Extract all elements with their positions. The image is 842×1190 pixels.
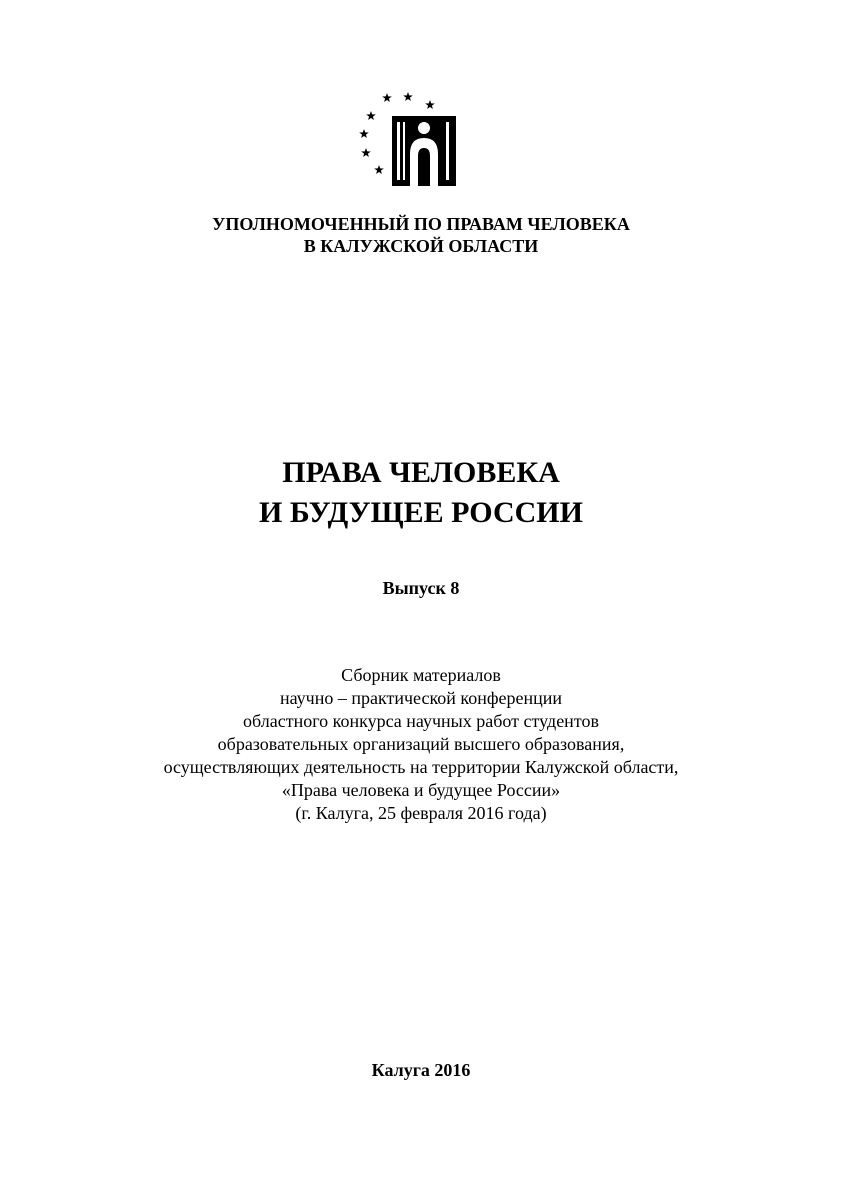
star-icon xyxy=(366,111,376,120)
star-icon xyxy=(359,129,369,138)
description-line: образовательных организаций высшего образования, xyxy=(217,734,625,754)
issue-number: Выпуск 8 xyxy=(382,578,460,598)
description-line: осуществляющих деятельность на территории Калужской области, xyxy=(163,757,679,777)
title-line-1: ПРАВА ЧЕЛОВЕКА xyxy=(282,456,560,489)
organization-name xyxy=(0,213,842,257)
organization-line-2: В КАЛУЖСКОЙ ОБЛАСТИ xyxy=(303,236,539,256)
description-line: Сборник материалов xyxy=(341,665,501,685)
star-icon xyxy=(403,92,413,101)
collection-description xyxy=(0,664,842,825)
ombudsman-logo xyxy=(350,88,470,192)
organization-line-1: УПОЛНОМОЧЕННЫЙ ПО ПРАВАМ ЧЕЛОВЕКА xyxy=(212,214,630,234)
description-line: «Права человека и будущее России» xyxy=(281,780,561,800)
description-line: научно – практической конференции xyxy=(279,688,563,708)
description-line: областного конкурса научных работ студентов xyxy=(243,711,599,731)
description-line: (г. Калуга, 25 февраля 2016 года) xyxy=(295,803,547,823)
star-icon xyxy=(425,100,435,109)
title-line-2: И БУДУЩЕЕ РОССИИ xyxy=(259,496,583,529)
star-icon xyxy=(382,93,392,102)
emblem-figure xyxy=(392,116,456,186)
star-icon xyxy=(374,165,384,174)
star-icon xyxy=(361,148,371,157)
document-title xyxy=(0,453,842,533)
place-and-year: Калуга 2016 xyxy=(371,1060,471,1080)
